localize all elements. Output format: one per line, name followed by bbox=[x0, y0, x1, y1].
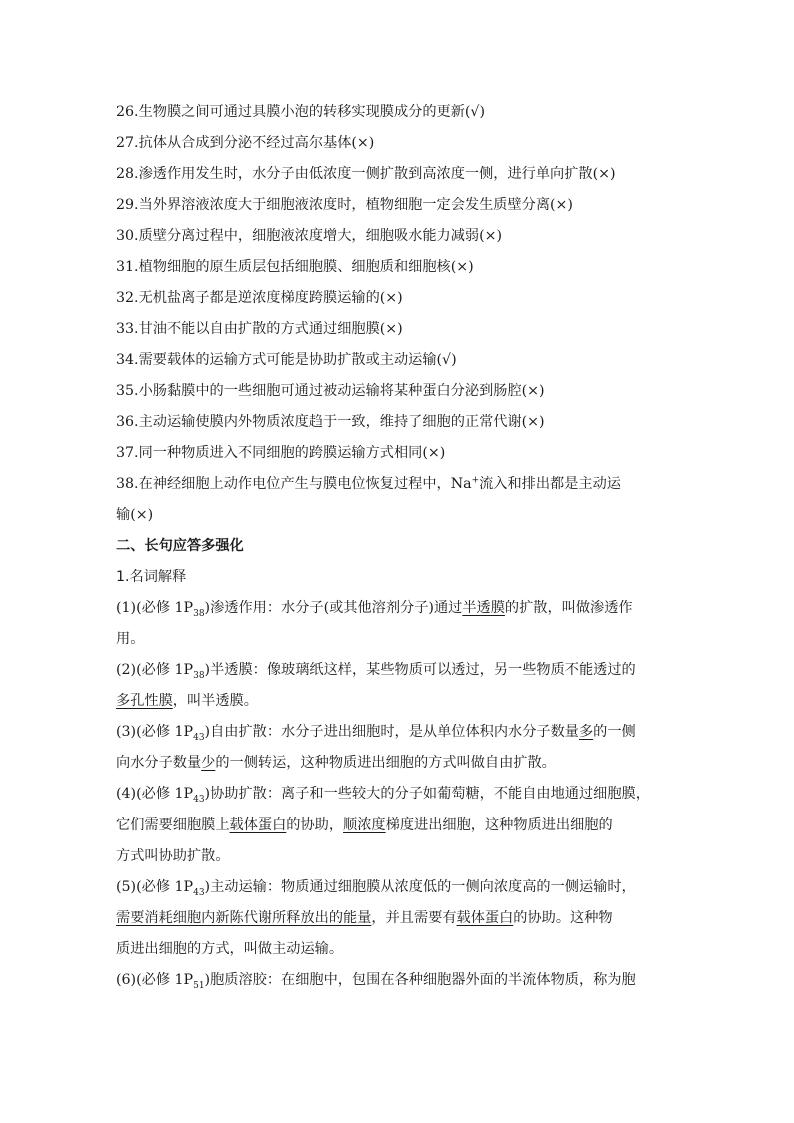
judgment-item-32: 32.无机盐离子都是逆浓度梯度跨膜运输的(×) bbox=[116, 290, 403, 306]
document-page bbox=[116, 97, 682, 996]
definition-2: (2)(必修 $1P_{38}$)半透膜：像玻璃纸这样，某些物质可以透过，另一些物质不能透过的 多孔性膜，叫半透膜。 bbox=[116, 662, 636, 709]
judgment-item-33: 33.甘油不能以自由扩散的方式通过细胞膜(×) bbox=[116, 321, 403, 337]
judgment-item-28: 28.渗透作用发生时，水分子由低浓度一侧扩散到高浓度一侧，进行单向扩散(×) bbox=[116, 166, 616, 182]
definition-1: (1)(必修 $1P_{38}$)渗透作用：水分子(或其他溶剂分子)通过半透膜的扩散，叫做渗透作 用。 bbox=[116, 600, 633, 647]
definition-6: (6)(必修 $1P_{51}$)胞质溶胶：在细胞中，包围在各种细胞器外面的半流体物质，称为胞 bbox=[116, 972, 636, 991]
definition-4: (4)(必修 $1P_{43}$)协助扩散：离子和一些较大的分子如葡萄糖，不能自由地通过细胞膜， 它们需要细胞膜上载体蛋白的协助，顺浓度梯度进出细胞，这种物质进出细胞的 方式叫协助扩散。 bbox=[116, 786, 650, 864]
judgment-item-26: 26.生物膜之间可通过具膜小泡的转移实现膜成分的更新(√) bbox=[116, 104, 485, 120]
judgment-item-35: 35.小肠黏膜中的一些细胞可通过被动运输将某种蛋白分泌到肠腔(×) bbox=[116, 383, 545, 399]
judgment-item-36: 36.主动运输使膜内外物质浓度趋于一致，维持了细胞的正常代谢(×) bbox=[116, 414, 545, 430]
definition-5: (5)(必修 $1P_{43}$)主动运输：物质通过细胞膜从浓度低的一侧向浓度高的一侧运输时， 需要消耗细胞内新陈代谢所释放出的能量，并且需要有载体蛋白的协助。这种物 质进出细胞的方式，叫做主动运输。 bbox=[116, 879, 636, 957]
section-heading: 二、长句应答多强化 bbox=[116, 538, 244, 554]
subheading: 1.名词解释 bbox=[116, 569, 187, 585]
judgment-item-38: 38.在神经细胞上动作电位产生与膜电位恢复过程中，Na+流入和排出都是主动运 输(×) bbox=[116, 475, 621, 523]
judgment-item-34: 34.需要载体的运输方式可能是协助扩散或主动运输(√) bbox=[116, 352, 457, 368]
definition-3: (3)(必修 $1P_{43}$)自由扩散：水分子进出细胞时，是从单位体积内水分子数量多的一侧 向水分子数量少的一侧转运，这种物质进出细胞的方式叫做自由扩散。 bbox=[116, 724, 636, 771]
judgment-item-29: 29.当外界溶液浓度大于细胞液浓度时，植物细胞一定会发生质壁分离(×) bbox=[116, 197, 573, 213]
judgment-item-27: 27.抗体从合成到分泌不经过高尔基体(×) bbox=[116, 135, 375, 151]
judgment-item-31: 31.植物细胞的原生质层包括细胞膜、细胞质和细胞核(×) bbox=[116, 259, 474, 275]
judgment-item-37: 37.同一种物质进入不同细胞的跨膜运输方式相同(×) bbox=[116, 445, 446, 461]
judgment-item-30: 30.质壁分离过程中，细胞液浓度增大，细胞吸水能力减弱(×) bbox=[116, 228, 503, 244]
